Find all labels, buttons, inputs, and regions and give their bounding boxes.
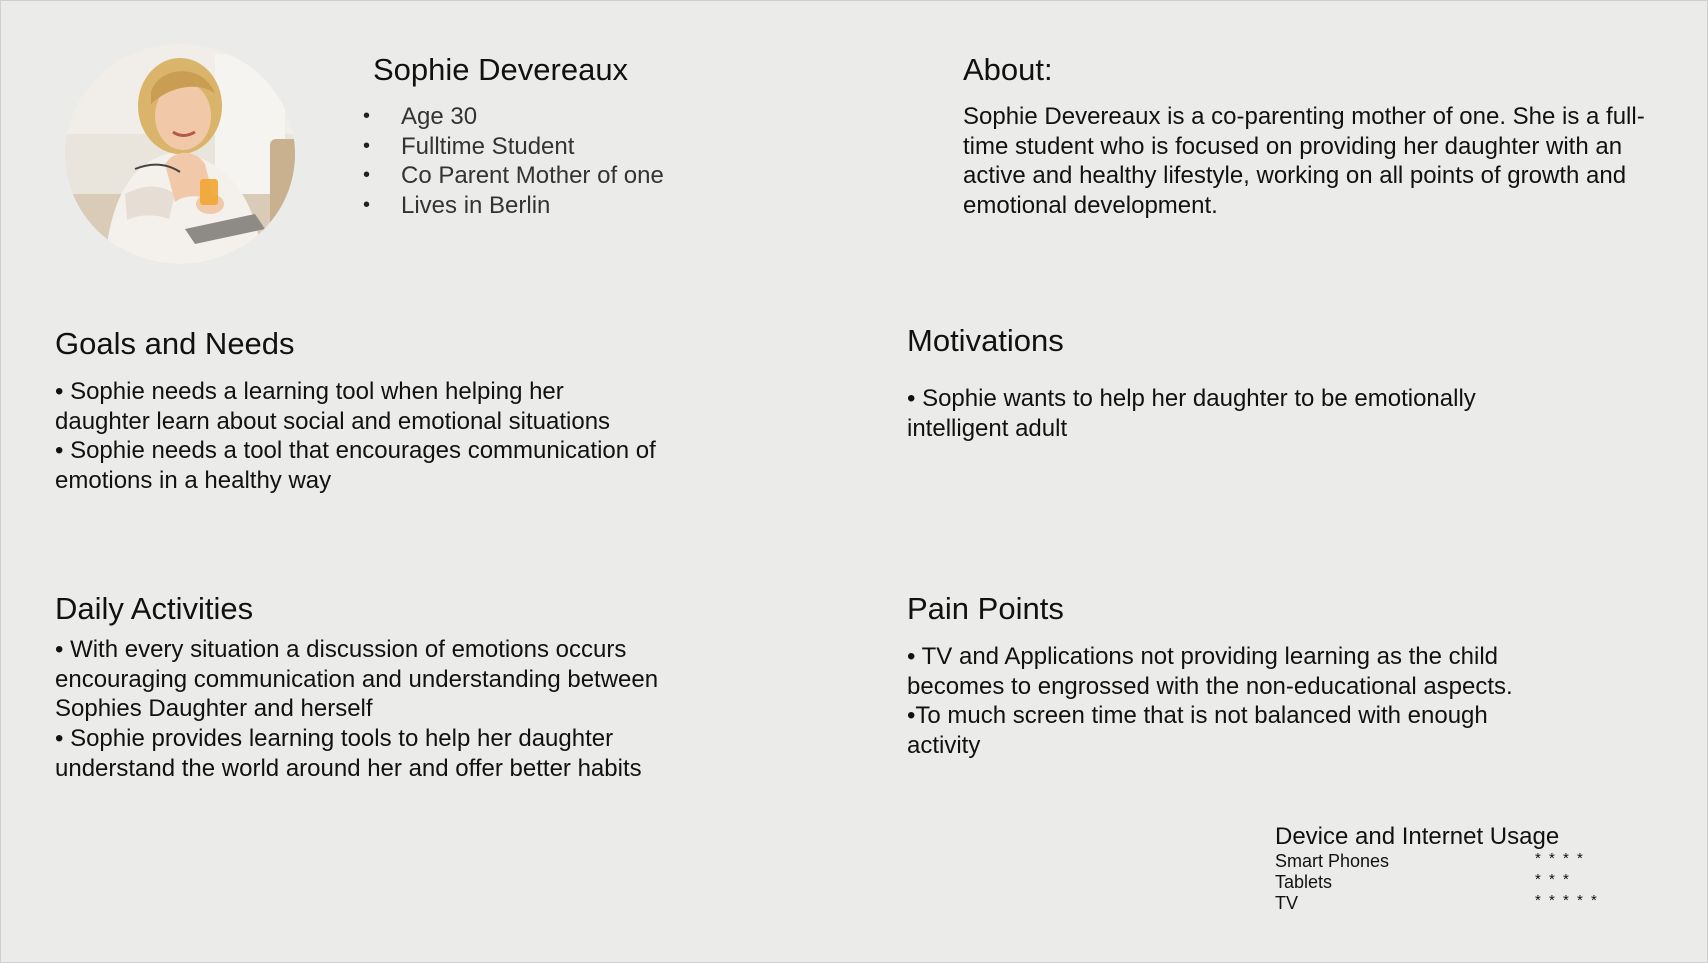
about-title: About: <box>963 52 1053 87</box>
device-rating-stars: * * * * * <box>1535 892 1599 909</box>
profile-detail-occupation: • Fulltime Student <box>363 132 575 160</box>
bullet-icon: • <box>363 164 371 187</box>
device-label: Smart Phones <box>1275 851 1390 871</box>
device-usage-title: Device and Internet Usage <box>1275 823 1560 850</box>
daily-activities-item: • Sophie provides learning tools to help her daughter understand the world around her and offer better habits <box>55 725 642 782</box>
device-usage-table <box>1275 851 1605 914</box>
goals-title: Goals and Needs <box>55 326 295 361</box>
persona-name: Sophie Devereaux <box>373 52 629 87</box>
about-section <box>963 102 1663 221</box>
about-text: Sophie Devereaux is a co-parenting mother of one. She is a full-time student who is focused on providing her daughter with an active and healthy lifestyle, working on all points of growth and emotional development. <box>963 103 1645 220</box>
goals-item: • Sophie needs a tool that encourages communication of emotions in a healthy way <box>55 437 656 495</box>
device-rating-stars: * * * * <box>1535 850 1585 867</box>
motivations-title: Motivations <box>907 323 1064 358</box>
bullet-icon: • <box>363 134 371 157</box>
motivations-item: • Sophie wants to help her daughter to be emotionally intelligent adult <box>907 385 1476 442</box>
bullet-icon: • <box>363 194 371 217</box>
bullet-icon: • <box>363 105 371 127</box>
avatar <box>65 44 295 264</box>
daily-activities-title: Daily Activities <box>55 591 254 626</box>
pain-points-section <box>907 642 1517 761</box>
daily-activities-item: • With every situation a discussion of emotions occurs encouraging communication and understanding between Sophies Daughter and herself <box>55 636 659 723</box>
profile-detail-family: • Co Parent Mother of one <box>363 162 664 190</box>
daily-activities-section <box>55 635 695 784</box>
profile-detail-location: • Lives in Berlin <box>363 192 551 220</box>
device-row-tv <box>1275 893 1605 914</box>
device-usage-section <box>1275 823 1605 914</box>
pain-points-item: •To much screen time that is not balanced with enough activity <box>907 702 1488 760</box>
avatar-photo <box>65 44 295 264</box>
pain-points-item: • TV and Applications not providing learning as the child becomes to engrossed with the non-educational aspects. <box>907 643 1513 700</box>
goals-section <box>55 377 665 496</box>
motivations-section <box>907 384 1507 443</box>
profile-details-list <box>363 102 664 221</box>
device-rating-stars: * * * <box>1535 871 1571 888</box>
pain-points-title: Pain Points <box>907 591 1064 626</box>
device-label: TV <box>1275 893 1299 913</box>
goals-item: • Sophie needs a learning tool when helping her daughter learn about social and emotional situations <box>55 378 611 435</box>
profile-detail-age: • Age 30 <box>363 103 478 130</box>
device-label: Tablets <box>1275 872 1333 892</box>
